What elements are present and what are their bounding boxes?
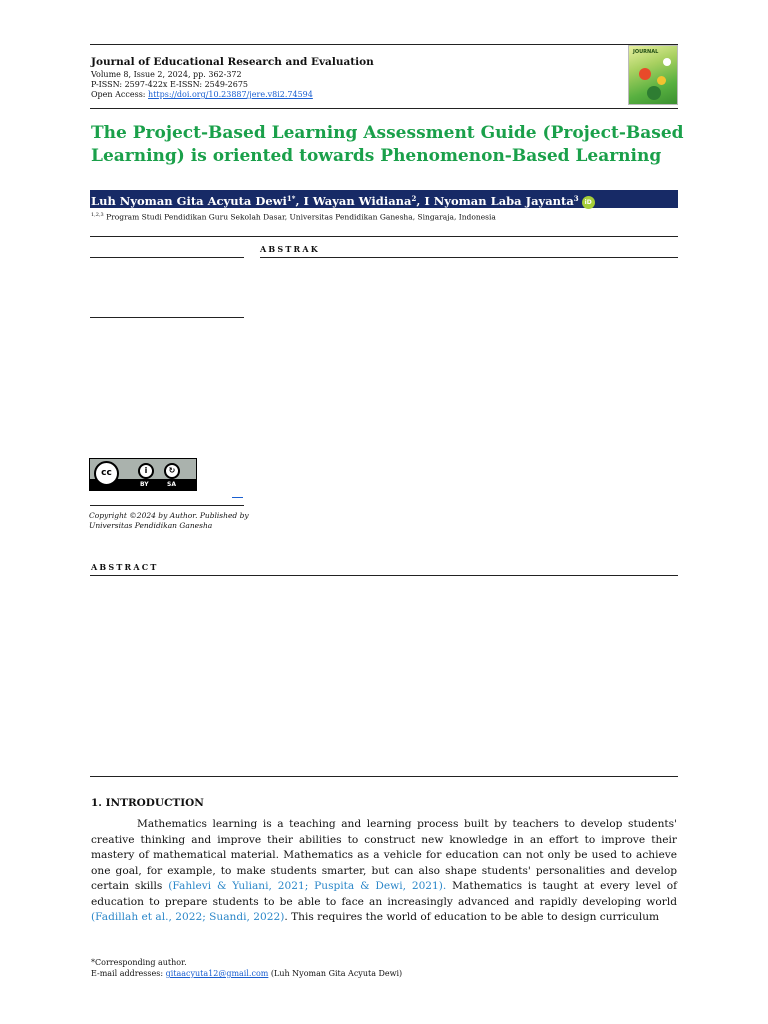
journal-cover-image xyxy=(628,45,678,105)
keywords-rule xyxy=(90,317,244,318)
sa-label: SA xyxy=(167,481,176,488)
paragraph-text: Mathematics learning is a teaching and learning process built by teachers to develop students' creative thinking and improve their abilities to construct new knowledge in an effort to improve their mastery of mathematical material. Mathematics as a vehicle for education can not only be used to achieve one goal, for example, to make students smarter, but can also shape students' personalities and develop certain skills xyxy=(91,818,677,892)
share-alike-icon: ↻ xyxy=(164,463,180,479)
header-bottom-rule xyxy=(90,108,678,109)
orcid-icon[interactable]: iD xyxy=(582,196,595,209)
cover-title: JOURNAL xyxy=(633,49,659,55)
info-top-rule xyxy=(90,236,678,237)
author-mark: 2 xyxy=(411,194,417,203)
journal-name: Journal of Educational Research and Evaluation xyxy=(91,56,374,68)
author-mark: 1* xyxy=(286,194,296,203)
doi-link[interactable]: https://doi.org/10.23887/jere.v8i2.74594 xyxy=(148,90,313,99)
cover-decoration-dot xyxy=(647,86,661,100)
author-name: I Nyoman Laba Jayanta xyxy=(424,194,574,208)
affiliation-text: Program Studi Pendidikan Guru Sekolah Dasar, Universitas Pendidikan Ganesha, Singaraja, Indonesia xyxy=(103,212,496,222)
email-label: E-mail addresses: xyxy=(91,969,166,978)
paragraph-text: . This requires the world of education to be able to design curriculum xyxy=(284,911,660,923)
affiliation xyxy=(91,212,496,222)
abstract-bottom-rule xyxy=(90,776,678,777)
cover-decoration-dot xyxy=(657,76,666,85)
email-line xyxy=(91,968,402,979)
license-rule xyxy=(90,505,244,506)
author-separator: , xyxy=(416,194,425,208)
license-link-underline xyxy=(232,497,243,498)
abstrak-rule xyxy=(260,257,678,258)
footnote xyxy=(91,957,402,979)
email-link[interactable]: gitaacyuta12@gmail.com xyxy=(165,969,269,978)
open-access-label: Open Access: xyxy=(91,90,149,99)
author-separator: , xyxy=(295,194,304,208)
abstrak-heading: ABSTRAK xyxy=(260,244,320,254)
volume-line: Volume 8, Issue 2, 2024, pp. 362-372 xyxy=(91,70,242,79)
introduction-paragraph xyxy=(91,817,677,926)
email-owner: (Luh Nyoman Gita Acyuta Dewi) xyxy=(268,969,403,978)
author-bar xyxy=(90,190,678,208)
abstract-heading: ABSTRACT xyxy=(91,562,159,572)
author-mark: 3 xyxy=(573,194,579,203)
cc-icon: cc xyxy=(94,461,119,486)
affiliation-marks: 1,2,3 xyxy=(91,212,104,218)
author-name: I Wayan Widiana xyxy=(303,194,412,208)
attribution-icon: i xyxy=(138,463,154,479)
author-name: Luh Nyoman Gita Acyuta Dewi xyxy=(91,194,287,208)
introduction-heading: 1. INTRODUCTION xyxy=(91,797,204,809)
copyright-notice: Copyright ©2024 by Author. Published by Universitas Pendidikan Ganesha xyxy=(89,511,249,530)
article-info-rule xyxy=(90,257,244,258)
by-label: BY xyxy=(140,481,149,488)
corresponding-author-note: *Corresponding author. xyxy=(91,958,187,967)
cover-decoration-dot xyxy=(663,58,671,66)
paragraph-text: Mathematics is taught at every level of education to prepare students to be able to face an increasingly advanced and rapidly developing world xyxy=(91,880,678,908)
abstract-rule xyxy=(90,575,678,576)
cc-by-sa-license-badge[interactable] xyxy=(89,458,197,491)
cover-decoration-dot xyxy=(639,68,651,80)
open-access-line xyxy=(91,90,313,100)
issn-line: P-ISSN: 2597-422x E-ISSN: 2549-2675 xyxy=(91,80,249,89)
citation-link[interactable]: (Fadillah et al., 2022; Suandi, 2022) xyxy=(91,911,285,923)
citation-link[interactable]: (Fahlevi & Yuliani, 2021; Puspita & Dewi, 2021). xyxy=(168,880,447,892)
article-title: The Project-Based Learning Assessment Guide (Project-Based Learning) is oriented towards Phenomenon-Based Learning xyxy=(91,123,684,166)
header-top-rule xyxy=(90,44,678,45)
